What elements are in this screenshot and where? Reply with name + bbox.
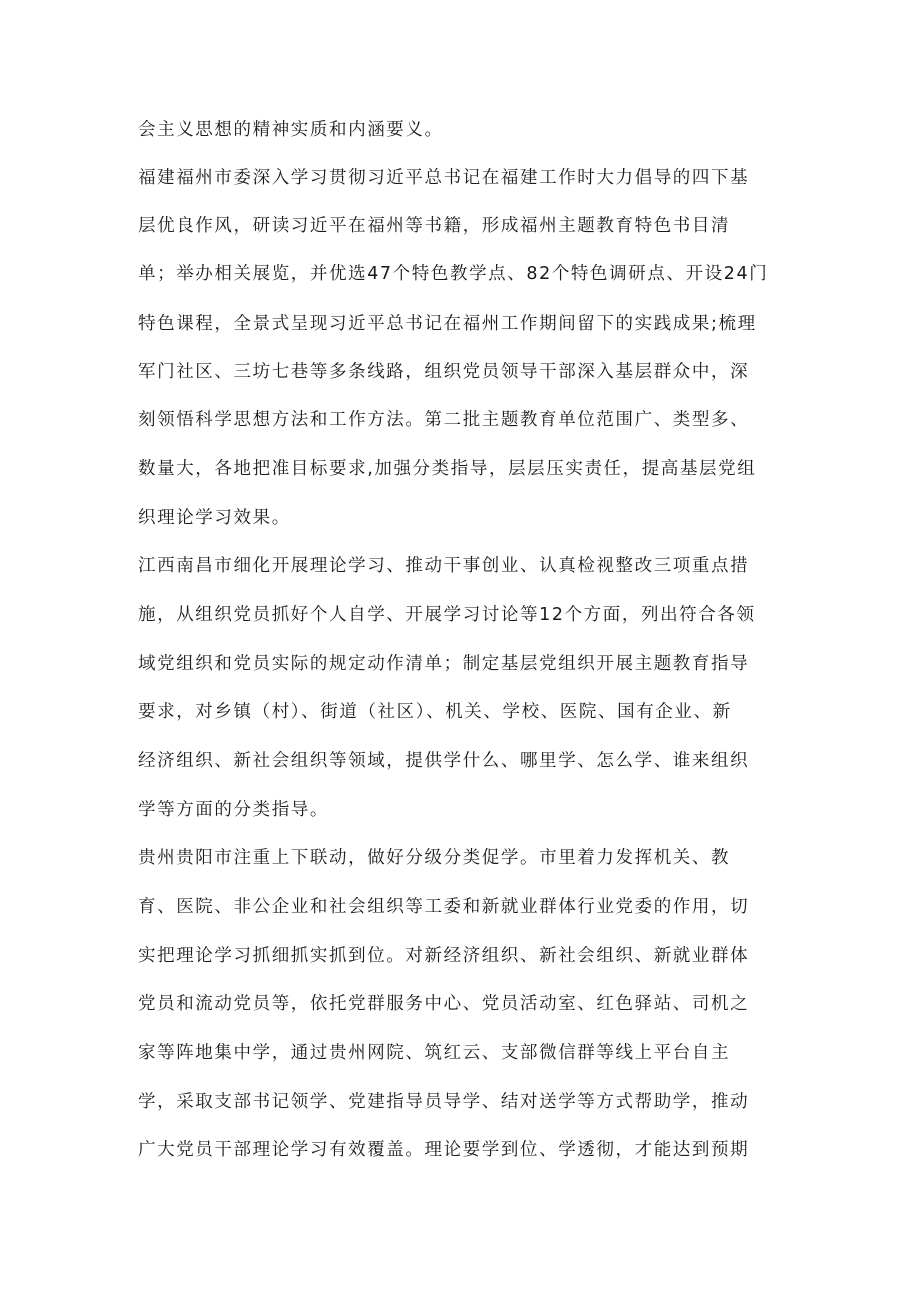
text-line: 家等阵地集中学，通过贵州网院、筑红云、支部微信群等线上平台自主 (138, 1043, 731, 1063)
text-line: 层优良作风，研读习近平在福州等书籍，形成福州主题教育特色书目清 (138, 216, 731, 236)
text-line: 军门社区、三坊七巷等多条线路，组织党员领导干部深入基层群众中，深 (138, 362, 750, 382)
text-line: 广大党员干部理论学习有效覆盖。理论要学到位、学透彻，才能达到预期 (138, 1140, 750, 1160)
text-line: 贵州贵阳市注重上下联动，做好分级分类促学。市里着力发挥机关、教 (138, 848, 731, 868)
text-line: 学，采取支部书记领学、党建指导员导学、结对送学等方式帮助学，推动 (138, 1092, 750, 1112)
text-line: 单；举办相关展览，并优选47个特色教学点、82个特色调研点、开设24门 (138, 264, 769, 284)
text-line: 学等方面的分类指导。 (138, 800, 329, 820)
text-line: 实把理论学习抓细抓实抓到位。对新经济组织、新社会组织、新就业群体 (138, 946, 750, 966)
text-line: 经济组织、新社会组织等领域，提供学什么、哪里学、怎么学、谁来组织 (138, 751, 750, 771)
text-line: 党员和流动党员等，依托党群服务中心、党员活动室、红色驿站、司机之 (138, 994, 750, 1014)
text-line: 福建福州市委深入学习贯彻习近平总书记在福建工作时大力倡导的四下基 (138, 168, 750, 188)
text-line: 江西南昌市细化开展理论学习、推动干事创业、认真检视整改三项重点措 (138, 556, 750, 576)
text-line: 育、医院、非公企业和社会组织等工委和新就业群体行业党委的作用，切 (138, 897, 750, 917)
text-line: 域党组织和党员实际的规定动作清单；制定基层党组织开展主题教育指导 (138, 654, 750, 674)
text-line: 会主义思想的精神实质和内涵要义。 (138, 120, 444, 140)
text-line: 特色课程，全景式呈现习近平总书记在福州工作期间留下的实践成果;梳理 (138, 314, 757, 334)
text-line: 要求，对乡镇（村）、街道（社区）、机关、学校、医院、国有企业、新 (138, 702, 732, 722)
text-line: 数量大，各地把准目标要求,加强分类指导，层层压实责任，提高基层党组 (138, 459, 757, 479)
text-line: 织理论学习效果。 (138, 508, 291, 528)
text-line: 施，从组织党员抓好个人自学、开展学习讨论等12个方面，列出符合各领 (138, 605, 756, 625)
text-line: 刻领悟科学思想方法和工作方法。第二批主题教育单位范围广、类型多、 (138, 410, 750, 430)
